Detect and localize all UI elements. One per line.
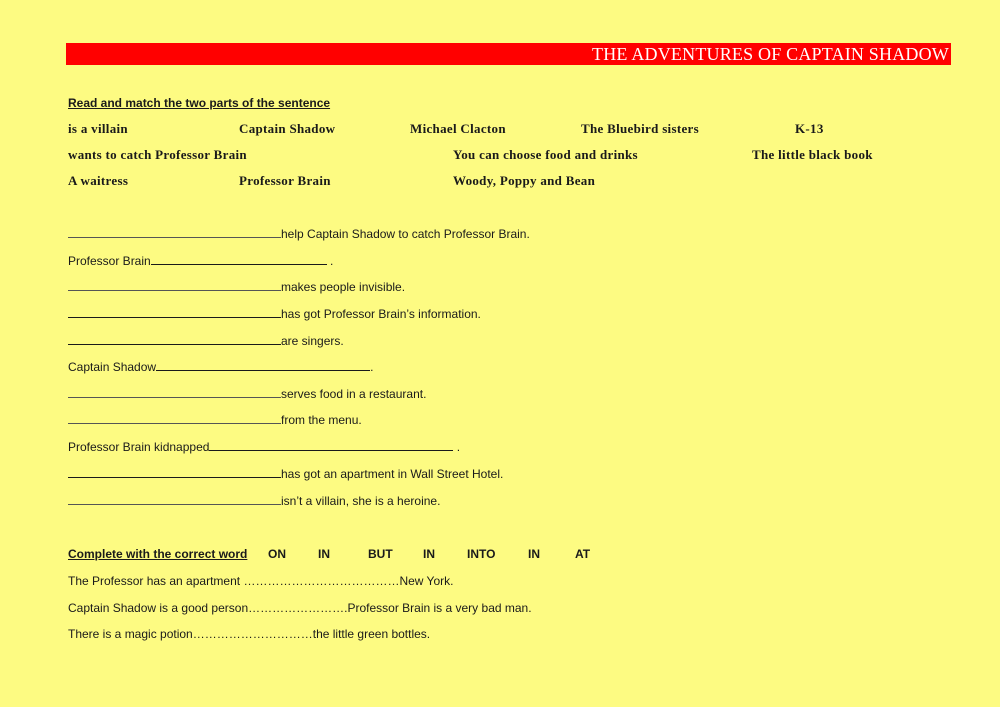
match-sentence: are singers. xyxy=(68,334,344,348)
page-title: THE ADVENTURES OF CAPTAIN SHADOW xyxy=(592,43,949,64)
match-heading: Read and match the two parts of the sentence xyxy=(68,96,331,110)
answer-blank[interactable] xyxy=(68,422,281,424)
answer-blank[interactable] xyxy=(68,476,281,478)
dotted-blank[interactable]: ………………………………… xyxy=(243,574,400,588)
answer-blank[interactable] xyxy=(68,316,281,318)
title-bar xyxy=(66,43,951,65)
complete-heading: Complete with the correct word xyxy=(68,547,248,561)
answer-blank[interactable] xyxy=(151,263,327,265)
word-option: IN xyxy=(423,547,435,561)
word-option: ON xyxy=(268,547,286,561)
fill-sentence: There is a magic potion…………………………the little green bottles. xyxy=(68,627,431,641)
match-sentence: from the menu. xyxy=(68,413,362,427)
bank-item: K-13 xyxy=(795,121,824,136)
answer-blank[interactable] xyxy=(68,236,281,238)
match-sentence: serves food in a restaurant. xyxy=(68,387,426,401)
bank-item: Michael Clacton xyxy=(410,121,506,136)
word-option: BUT xyxy=(368,547,393,561)
answer-blank[interactable] xyxy=(68,503,281,505)
match-sentence: Professor Brain . xyxy=(68,254,334,268)
match-sentence: Professor Brain kidnapped . xyxy=(68,440,461,454)
match-sentence: isn’t a villain, she is a heroine. xyxy=(68,494,440,508)
bank-item: Professor Brain xyxy=(239,173,331,188)
match-sentence: makes people invisible. xyxy=(68,280,405,294)
fill-sentence: Captain Shadow is a good person…………………….Professor Brain is a very bad man. xyxy=(68,601,532,615)
answer-blank[interactable] xyxy=(68,343,281,345)
match-sentence: help Captain Shadow to catch Professor Brain. xyxy=(68,227,530,241)
bank-item: You can choose food and drinks xyxy=(453,147,638,162)
dotted-blank[interactable]: ……………………. xyxy=(248,601,348,615)
word-option: IN xyxy=(528,547,540,561)
match-sentence: Captain Shadow . xyxy=(68,360,374,374)
word-option: IN xyxy=(318,547,330,561)
answer-blank[interactable] xyxy=(156,369,370,371)
fill-sentence: The Professor has an apartment …………………………………New York. xyxy=(68,574,454,588)
match-sentence: has got an apartment in Wall Street Hotel. xyxy=(68,467,503,481)
bank-item: The little black book xyxy=(752,147,873,162)
word-option: INTO xyxy=(467,547,496,561)
match-sentence: has got Professor Brain’s information. xyxy=(68,307,481,321)
bank-item: is a villain xyxy=(68,121,128,136)
bank-item: A waitress xyxy=(68,173,129,188)
answer-blank[interactable] xyxy=(68,289,281,291)
bank-item: wants to catch Professor Brain xyxy=(68,147,247,162)
word-option: AT xyxy=(575,547,591,561)
dotted-blank[interactable]: ………………………… xyxy=(192,627,313,641)
answer-blank[interactable] xyxy=(209,449,453,451)
bank-item: The Bluebird sisters xyxy=(581,121,699,136)
bank-item: Woody, Poppy and Bean xyxy=(453,173,596,188)
bank-item: Captain Shadow xyxy=(239,121,336,136)
answer-blank[interactable] xyxy=(68,396,281,398)
